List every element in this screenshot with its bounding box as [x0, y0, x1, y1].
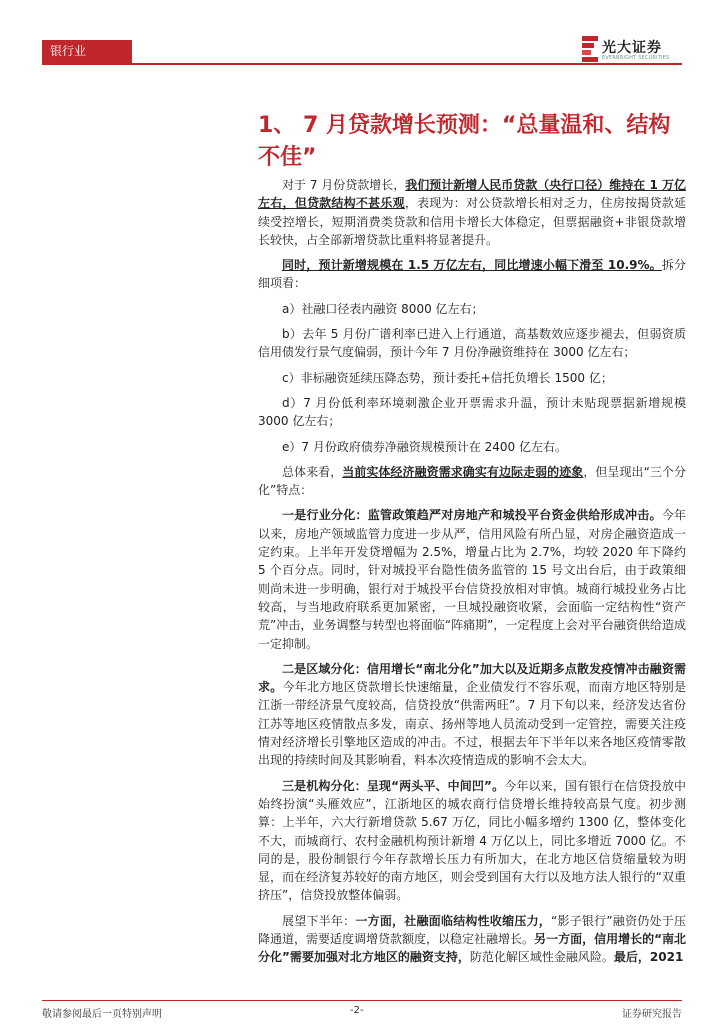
paragraph-4: 一是行业分化：监管政策趋严对房地产和城投平台资金供给形成冲击。今年以来，房地产领域监管力度进一步从严，信用风险有所凸显，对房企融资造成一定约束。上半年开发贷增幅为 2.5%，增量占比为 2.7%，均较 2020 年下降约 5 个百分点。同时，针对城投平台隐性债务监管的 15 号文出台后，由于政策细则尚未进一步明确，银行对于城投平台信贷投放相对审慎。城商行城投业务占比较高，与当地政府联系更加紧密，一旦城投融资收紧，会面临一定结构性“资产荒”冲击，业务调整与转型也将面临“阵痛期”，一定程度上会对平台融资供给造成一定抑制。 [258, 508, 686, 651]
list-item-c: c）非标融资延续压降态势，预计委托+信托负增长 1500 亿； [282, 370, 613, 385]
footer-disclaimer: 敬请参阅最后一页特别声明 [42, 1009, 162, 1020]
footer-divider [42, 1000, 682, 1001]
section-label: 银行业 [42, 40, 132, 63]
paragraph-7: 展望下半年：一方面，社融面临结构性收缩压力，“影子银行”融资仍处于压降通道，需要适度调增贷款额度，以稳定社融增长。另一方面，信用增长的“南北分化”需要加强对北方地区的融资支持，防范化解区域性金融风险。最后，2021 [258, 913, 686, 965]
page-number: -2- [350, 1005, 364, 1016]
logo-name: 光大证券 [602, 40, 662, 56]
paragraph-2: 同时，预计新增规模在 1.5 万亿左右，同比增速小幅下滑至 10.9%。拆分细项看： [258, 258, 686, 291]
list-item-d: d）7 月份低利率环境刺激企业开票需求升温，预计未贴现票据新增规模 3000 亿左右； [258, 395, 686, 429]
list-item-e: e）7 月份政府债券净融资规模预计在 2400 亿左右。 [282, 439, 568, 454]
paragraph-6: 三是机构分化：呈现“两头平、中间凹”。今年以来，国有银行在信贷投放中始终扮演“头雁效应”，江浙地区的城农商行信贷增长维持较高景气度。初步测算：上半年，六大行新增贷款 5.67 万亿，同比小幅多增约 1300 亿，整体变化不大，而城商行、农村金融机构预计新增 4 万亿以上，同比多增近 7000 亿。不同的是，股份制银行今年存款增长压力有所加大，在北方地区信贷缩量较为明显，而在经济复苏较好的南方地区，则会受到国有大行以及地方法人银行的“双重挤压”，信贷投放整体偏弱。 [258, 778, 686, 903]
paragraph-3: 总体来看，当前实体经济融资需求确实有边际走弱的迹象，但呈现出“三个分化”特点： [258, 464, 686, 498]
paragraph-5: 二是区域分化：信用增长“南北分化”加大以及近期多点散发疫情冲击融资需求。今年北方地区贷款增长快速缩量，企业债发行不容乐观，而南方地区特别是江浙一带经济景气度较高，信贷投放“供需两旺”。7 月下旬以来，经济发达省份江苏等地区疫情散点多发，南京、扬州等地人员流动受到一定管控，需要关注疫情对经济增长引擎地区造成的冲击。不过，根据去年下半年以来各地区疫情零散出现的持续时间及其影响看，料本次疫情造成的影响不会太大。 [258, 661, 686, 768]
logo-subtitle: EVERBRIGHT SECURITIES [602, 55, 670, 61]
list-item-a: a）社融口径表内融资 8000 亿左右； [282, 301, 484, 316]
footer-report-type: 证券研究报告 [622, 1009, 682, 1020]
body-text [258, 176, 686, 974]
section-heading: 1、 7 月贷款增长预测：“总量温和、结构不佳” [258, 113, 671, 170]
company-logo [582, 36, 682, 64]
logo-mark-icon [582, 36, 598, 62]
list-item-b: b）去年 5 月份广谱利率已进入上行通道，高基数效应逐步褪去，但弱资质信用债发行景气度偏弱，预计今年 7 月份净融资维持在 3000 亿左右； [258, 327, 686, 360]
paragraph-1: 对于 7 月份贷款增长，我们预计新增人民币贷款（央行口径）维持在 1 万亿左右，但贷款结构不甚乐观，表现为：对公贷款增长相对乏力，住房按揭贷款延续受控增长，短期消费类贷款和信用卡增长大体稳定，但票据融资+非银贷款增长较快，占全部新增贷款比重料将显著提升。 [258, 178, 686, 247]
